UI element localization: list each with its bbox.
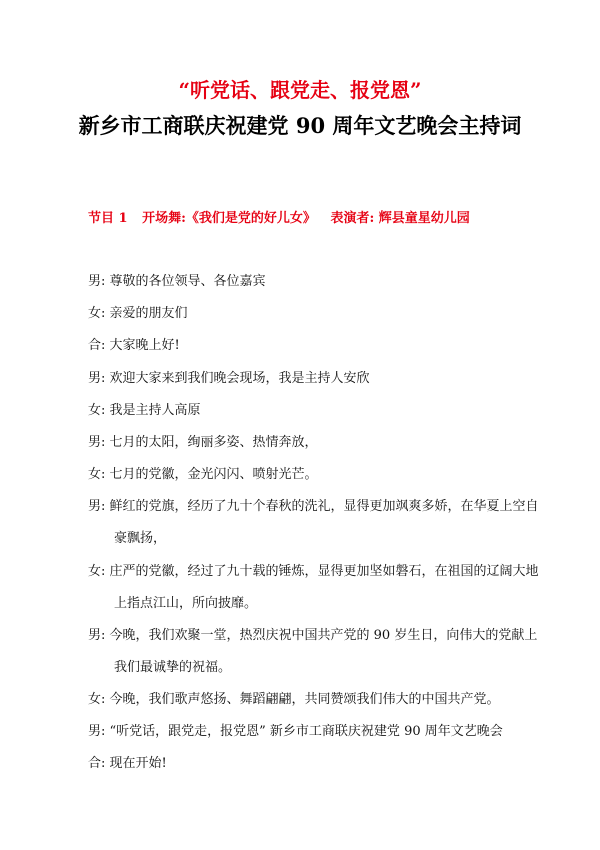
- script-line: 女: 我是主持人高原: [88, 403, 201, 418]
- script-line: 女: 亲爱的朋友们: [88, 306, 188, 321]
- script-line: 女: 今晚，我们歌声悠扬、舞蹈翩翩，共同赞颂我们伟大的中国共产党。: [88, 692, 500, 707]
- script-line: 女: 七月的党徽，金光闪闪、喷射光芒。: [88, 467, 318, 482]
- document-slogan-title: “听党话、跟党走、报党恩”: [178, 78, 422, 102]
- program-item: 开场舞:《我们是党的好儿女》: [142, 211, 316, 226]
- program-number: 节目 1: [88, 211, 128, 226]
- program-heading: [88, 207, 470, 226]
- script-line: 男: 鲜红的党旗，经历了九十个春秋的洗礼，显得更加飒爽多娇，在华夏上空自: [88, 499, 539, 514]
- script-line: 男: 欢迎大家来到我们晚会现场，我是主持人安欣: [88, 371, 370, 386]
- script-line: 合: 现在开始!: [88, 756, 167, 771]
- script-line: 男: 尊敬的各位领导、各位嘉宾: [88, 274, 266, 289]
- script-line: 男: “听党话，跟党走，报党恩” 新乡市工商联庆祝建党 90 周年文艺晚会: [88, 724, 503, 739]
- script-line: 男: 今晚，我们欢聚一堂，热烈庆祝中国共产党的 90 岁生日，向伟大的党献上: [88, 628, 538, 643]
- script-line: 合: 大家晚上好!: [88, 338, 180, 353]
- script-line: 女: 庄严的党徽，经过了九十载的锤炼，显得更加坚如磐石，在祖国的辽阔大地: [88, 564, 539, 579]
- script-line-continuation: 豪飘扬，: [114, 531, 167, 546]
- script-line: 男: 七月的太阳，绚丽多姿、热情奔放，: [88, 435, 318, 450]
- script-line-continuation: 我们最诚挚的祝福。: [114, 660, 232, 675]
- document-main-title: 新乡市工商联庆祝建党 90 周年文艺晚会主持词: [78, 113, 522, 138]
- program-performer: 表演者: 辉县童星幼儿园: [330, 211, 470, 226]
- script-line-continuation: 上指点江山，所向披靡。: [114, 596, 258, 611]
